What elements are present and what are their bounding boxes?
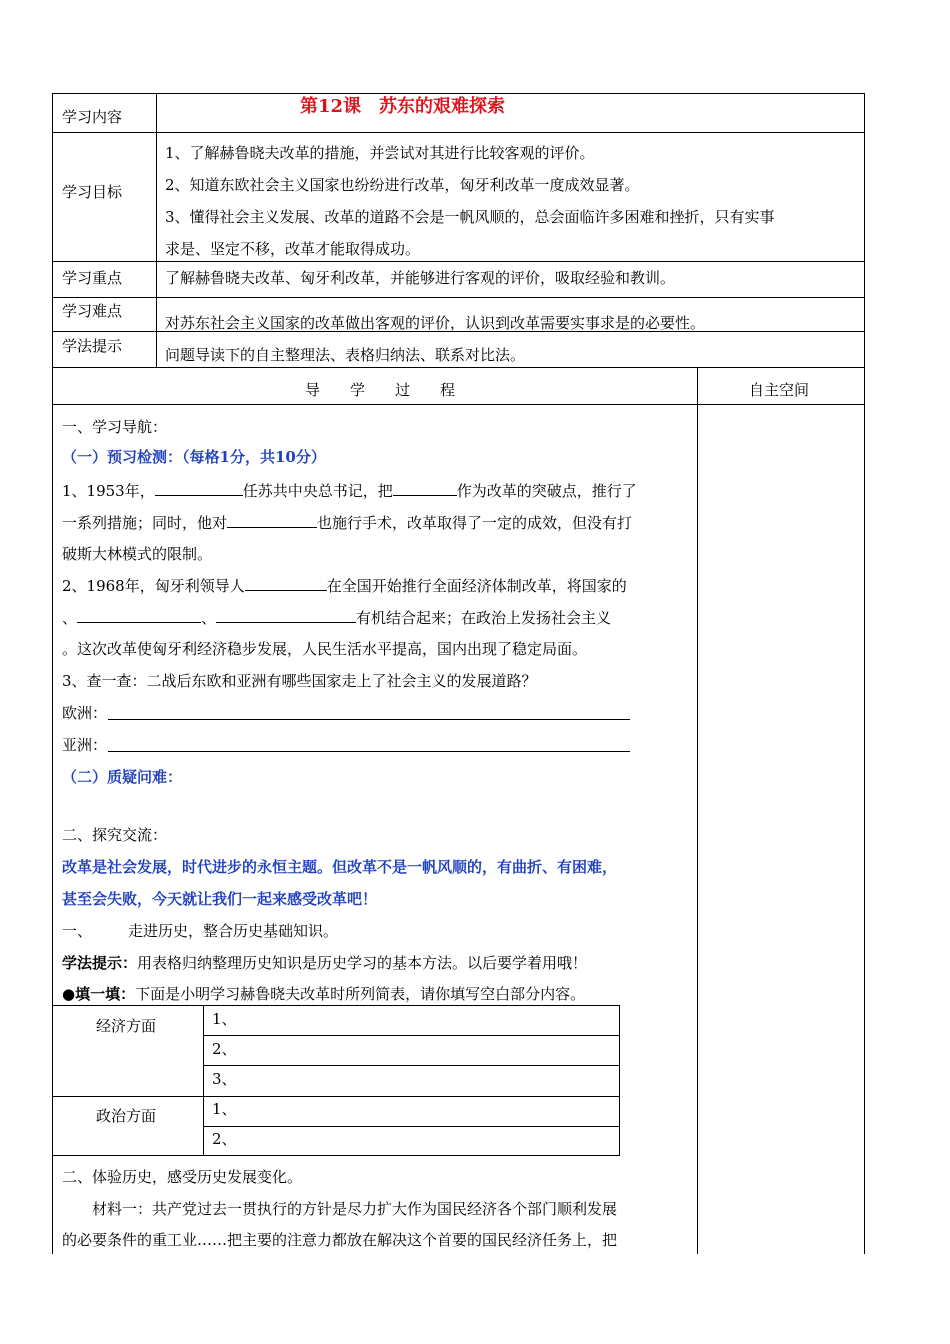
table-border xyxy=(203,1126,620,1127)
economy-item-1[interactable]: 1、 xyxy=(212,1010,237,1028)
material-line-2: 的必要条件的重工业……把主要的注意力都放在解决这个首要的国民经济任务上，把 xyxy=(62,1231,618,1249)
q2-text-e: 有机结合起来；在政治上发扬社会主义 xyxy=(356,609,612,627)
q2-text-c: 、 xyxy=(62,609,78,627)
question-2-line-2 xyxy=(62,608,611,628)
grid-line xyxy=(52,404,865,405)
intro-line-1: 改革是社会发展，时代进步的永恒主题。但改革不是一帆风顺的，有曲折、有困难， xyxy=(62,858,618,876)
q2-text-b: 在全国开始推行全面经济体制改革，将国家的 xyxy=(326,577,627,595)
fill-text: 下面是小明学习赫鲁晓夫改革时所列简表，请你填写空白部分内容。 xyxy=(135,985,586,1003)
goal-3-cont: 求是、坚定不移，改革才能取得成功。 xyxy=(165,240,421,258)
grid-line xyxy=(52,93,53,1254)
tip-text: 用表格归纳整理历史知识是历史学习的基本方法。以后要学着用哦！ xyxy=(137,954,588,972)
grid-line xyxy=(156,93,157,367)
preview-title: （一）预习检测：（每格1分，共10分） xyxy=(62,448,326,466)
process-heading: 导 学 过 程 xyxy=(305,381,456,399)
asia-answer-line[interactable] xyxy=(108,751,630,752)
explore-title: 二、探究交流： xyxy=(62,826,168,844)
table-border xyxy=(52,1005,620,1006)
fill-label: ●填一填： xyxy=(62,985,136,1003)
difficulty-text: 对苏东社会主义国家的改革做出客观的评价，认识到改革需要实事求是的必要性。 xyxy=(165,314,706,332)
goal-1: 1、了解赫鲁晓夫改革的措施，并尝试对其进行比较客观的评价。 xyxy=(165,144,595,162)
europe-label: 欧洲： xyxy=(62,704,108,722)
grid-line xyxy=(52,367,865,368)
q1-text-c: 作为改革的突破点，推行了 xyxy=(456,482,637,500)
section-1-number: 一、 xyxy=(62,922,93,940)
question-2-line-1 xyxy=(62,576,627,596)
section-1-text: 走进历史，整合历史基础知识。 xyxy=(128,922,339,940)
question-2-line-3: 。这次改革使匈牙利经济稳步发展，人民生活水平提高，国内出现了稳定局面。 xyxy=(62,640,588,658)
blank-field[interactable] xyxy=(155,481,243,496)
grid-line xyxy=(52,297,865,298)
q2-text-d: 、 xyxy=(201,609,217,627)
table-border xyxy=(203,1035,620,1036)
tip-label: 学法提示： xyxy=(62,954,138,972)
table-border xyxy=(52,1155,620,1156)
grid-line xyxy=(52,261,865,262)
q1-text-e: 也施行手术，改革取得了一定的成效，但没有打 xyxy=(317,514,633,532)
table-border xyxy=(203,1005,204,1156)
question-1-line-2 xyxy=(62,513,632,533)
blank-field[interactable] xyxy=(216,608,356,623)
table-border xyxy=(52,1096,620,1097)
question-1-line-3: 破斯大林模式的限制。 xyxy=(62,545,213,563)
question-3: 3、查一查：二战后东欧和亚洲有哪些国家走上了社会主义的发展道路？ xyxy=(62,672,537,690)
blank-field[interactable] xyxy=(245,576,327,591)
table-border xyxy=(203,1065,620,1066)
question-1-line-1 xyxy=(62,481,637,501)
label-difficulty: 学习难点 xyxy=(62,302,123,320)
side-heading: 自主空间 xyxy=(749,381,810,399)
table-border xyxy=(619,1005,620,1156)
europe-answer-line[interactable] xyxy=(108,719,630,720)
blank-field[interactable] xyxy=(227,513,317,528)
politics-item-1[interactable]: 1、 xyxy=(212,1100,237,1118)
q1-text-a: 1、1953年， xyxy=(62,482,155,500)
q2-text-a: 2、1968年，匈牙利领导人 xyxy=(62,577,245,595)
nav-title: 一、学习导航： xyxy=(62,418,168,436)
q1-text-b: 任苏共中央总书记，把 xyxy=(242,482,393,500)
politics-label: 政治方面 xyxy=(96,1107,157,1125)
economy-item-2[interactable]: 2、 xyxy=(212,1040,237,1058)
economy-item-3[interactable]: 3、 xyxy=(212,1070,237,1088)
asia-label: 亚洲： xyxy=(62,736,108,754)
goal-2: 2、知道东欧社会主义国家也纷纷进行改革，匈牙利改革一度成效显著。 xyxy=(165,176,640,194)
label-method: 学法提示 xyxy=(62,337,123,355)
method-text: 问题导读下的自主整理法、表格归纳法、联系对比法。 xyxy=(165,346,526,364)
doubt-title: （二）质疑问难： xyxy=(62,768,183,786)
intro-line-2: 甚至会失败，今天就让我们一起来感受改革吧！ xyxy=(62,890,378,908)
grid-line xyxy=(52,132,865,133)
blank-field[interactable] xyxy=(77,608,201,623)
label-goals: 学习目标 xyxy=(62,183,123,201)
lesson-title: 第12课 苏东的艰难探索 xyxy=(300,96,506,117)
q1-text-d: 一系列措施；同时，他对 xyxy=(62,514,228,532)
label-focus: 学习重点 xyxy=(62,269,123,287)
politics-item-2[interactable]: 2、 xyxy=(212,1130,237,1148)
grid-line xyxy=(864,93,865,1254)
goal-3: 3、懂得社会主义发展、改革的道路不会是一帆风顺的，总会面临许多困难和挫折，只有实事 xyxy=(165,208,775,226)
grid-line xyxy=(697,367,698,1254)
label-content: 学习内容 xyxy=(62,108,123,126)
fill-instruction xyxy=(62,984,585,1004)
material-line-1: 材料一：共产党过去一贯执行的方针是尽力扩大作为国民经济各个部门顺利发展 xyxy=(92,1200,618,1218)
blank-field[interactable] xyxy=(393,481,457,496)
method-tip xyxy=(62,953,587,973)
economy-label: 经济方面 xyxy=(96,1017,157,1035)
section-2-title: 二、体验历史，感受历史发展变化。 xyxy=(62,1168,303,1186)
grid-line xyxy=(52,93,865,94)
focus-text: 了解赫鲁晓夫改革、匈牙利改革，并能够进行客观的评价，吸取经验和教训。 xyxy=(165,269,676,287)
